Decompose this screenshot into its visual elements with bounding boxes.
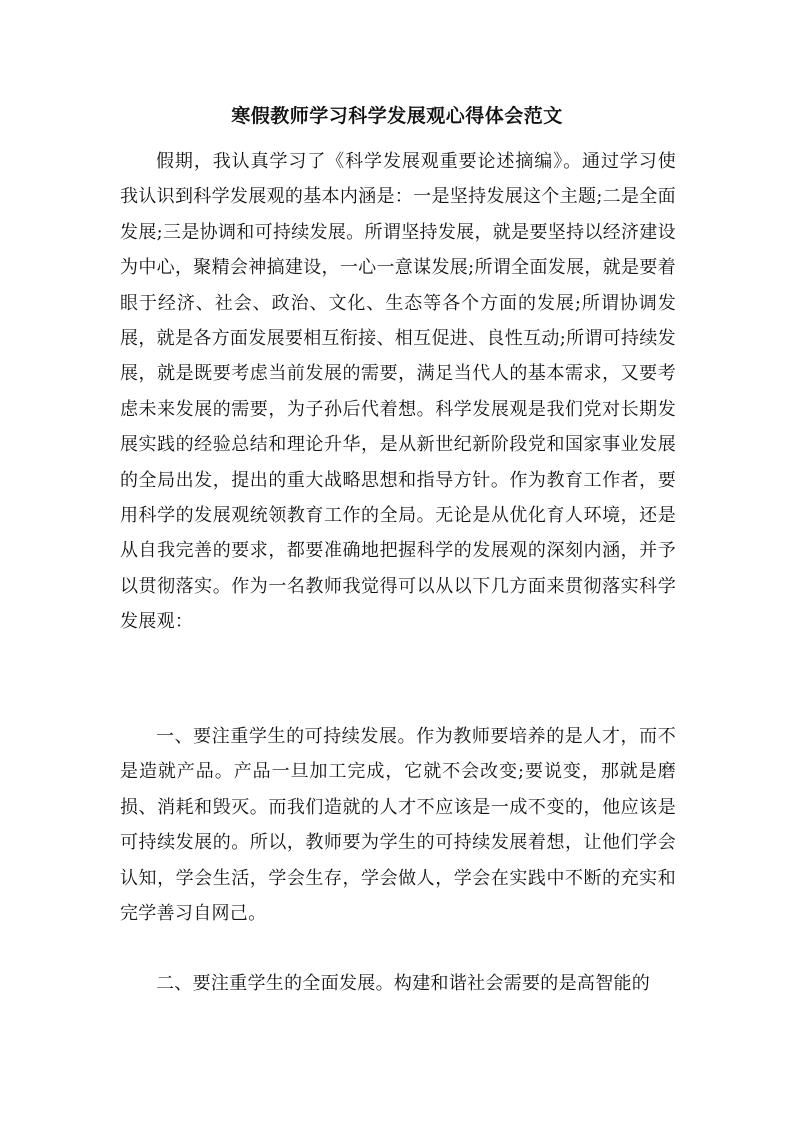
paragraph-point-two: 二、要注重学生的全面发展。构建和谐社会需要的是高智能的 bbox=[156, 973, 651, 994]
document-title: 寒假教师学习科学发展观心得体会范文 bbox=[231, 105, 563, 127]
paragraph-intro: 假期，我认真学习了《科学发展观重要论述摘编》。通过学习使我认识到科学发展观的基本内涵是：一是坚持发展这个主题;二是全面发展;三是协调和可持续发展。所谓坚持发展，就是要坚持以经济建设为中心，聚精会神搞建设，一心一意谋发展;所谓全面发展，就是要着眼于经济、社会、政治、文化、生态等各个方面的发展;所谓协调发展，就是各方面发展要相互衔接、相互促进、良性互动;所谓可持续发展，就是既要考虑当前发展的需要，满足当代人的基本需求，又要考虑未来发展的需要，为子孙后代着想。科学发展观是我们党对长期发展实践的经验总结和理论升华，是从新世纪新阶段党和国家事业发展的全局出发，提出的重大战略思想和指导方针。作为教育工作者，要用科学的发展观统领教育工作的全局。无论是从优化育人环境，还是从自我完善的要求，都要准确地把握科学的发展观的深刻内涵，并予以贯彻落实。作为一名教师我觉得可以从以下几方面来贯彻落实科学发展观： bbox=[120, 151, 676, 633]
paragraph-point-one: 一、要注重学生的可持续发展。作为教师要培养的是人才，而不是造就产品。产品一旦加工完成，它就不会改变;要说变，那就是磨损、消耗和毁灭。而我们造就的人才不应该是一成不变的，他应该是可持续发展的。所以，教师要为学生的可持续发展着想，让他们学会认知，学会生活，学会生存，学会做人，学会在实践中不断的充实和完学善习自网己。 bbox=[120, 726, 676, 925]
